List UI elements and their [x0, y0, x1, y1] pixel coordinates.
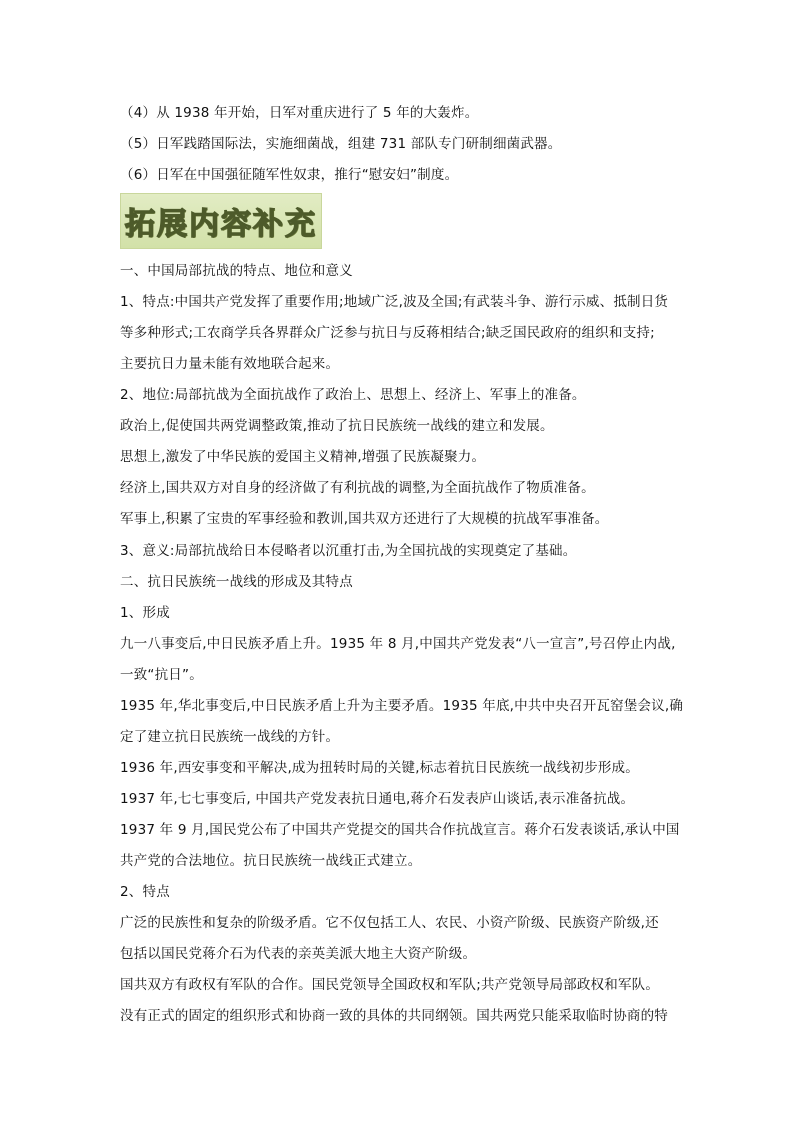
section-heading: 二、抗日民族统一战线的形成及其特点 [120, 574, 353, 590]
paragraph-line: 一致“抗日”。 [120, 667, 203, 683]
paragraph-line: （4）从 1938 年开始，日军对重庆进行了 5 年的大轰炸。 [120, 105, 479, 121]
banner-title: 拓展内容补充 [125, 207, 317, 242]
paragraph-line: 没有正式的固定的组织形式和协商一致的具体的共同纲领。国共两党只能采取临时协商的特 [120, 1008, 668, 1024]
paragraph-line: 共产党的合法地位。抗日民族统一战线正式建立。 [120, 853, 422, 869]
paragraph-line: 1、特点:中国共产党发挥了重要作用;地域广泛,波及全国;有武装斗争、游行示威、抵制日货 [120, 294, 669, 310]
paragraph-line: 九一八事变后,中日民族矛盾上升。1935 年 8 月,中国共产党发表“八一宣言”,号召停止内战, [120, 636, 676, 652]
paragraph-line: 等多种形式;工农商学兵各界群众广泛参与抗日与反蒋相结合;缺乏国民政府的组织和支持; [120, 325, 655, 341]
paragraph-line: 包括以国民党蒋介石为代表的亲英美派大地主大资产阶级。 [120, 946, 477, 962]
paragraph-line: 政治上,促使国共两党调整政策,推动了抗日民族统一战线的建立和发展。 [120, 418, 554, 434]
paragraph-line: 主要抗日力量未能有效地联合起来。 [120, 356, 340, 372]
section-banner [120, 193, 322, 249]
paragraph-line: 3、意义:局部抗战给日本侵略者以沉重打击,为全国抗战的实现奠定了基础。 [120, 543, 577, 559]
paragraph-line: 定了建立抗日民族统一战线的方针。 [120, 729, 340, 745]
paragraph-line: （5）日军践踏国际法，实施细菌战，组建 731 部队专门研制细菌武器。 [120, 136, 562, 152]
paragraph-line: 军事上,积累了宝贵的军事经验和教训,国共双方还进行了大规模的抗战军事准备。 [120, 511, 609, 527]
paragraph-line: 1937 年 9 月,国民党公布了中国共产党提交的国共合作抗战宣言。蒋介石发表谈话,承认中国 [120, 822, 680, 838]
paragraph-line: 经济上,国共双方对自身的经济做了有利抗战的调整,为全面抗战作了物质准备。 [120, 480, 595, 496]
section-heading: 一、中国局部抗战的特点、地位和意义 [120, 263, 353, 279]
paragraph-line: 1937 年,七七事变后, 中国共产党发表抗日通电,蒋介石发表庐山谈话,表示准备抗战。 [120, 791, 635, 807]
paragraph-line: 1935 年,华北事变后,中日民族矛盾上升为主要矛盾。1935 年底,中共中央召开瓦窑堡会议,确 [120, 698, 684, 714]
subsection-heading: 2、特点 [120, 884, 170, 900]
paragraph-line: 国共双方有政权有军队的合作。国民党领导全国政权和军队;共产党领导局部政权和军队。 [120, 977, 660, 993]
paragraph-line: 2、地位:局部抗战为全面抗战作了政治上、思想上、经济上、军事上的准备。 [120, 387, 586, 403]
paragraph-line: 广泛的民族性和复杂的阶级矛盾。它不仅包括工人、农民、小资产阶级、民族资产阶级,还 [120, 915, 659, 931]
subsection-heading: 1、形成 [120, 605, 170, 621]
paragraph-line: 思想上,激发了中华民族的爱国主义精神,增强了民族凝聚力。 [120, 449, 486, 465]
paragraph-line: 1936 年,西安事变和平解决,成为扭转时局的关键,标志着抗日民族统一战线初步形成。 [120, 760, 639, 776]
paragraph-line: （6）日军在中国强征随军性奴隶，推行“慰安妇”制度。 [120, 167, 459, 183]
